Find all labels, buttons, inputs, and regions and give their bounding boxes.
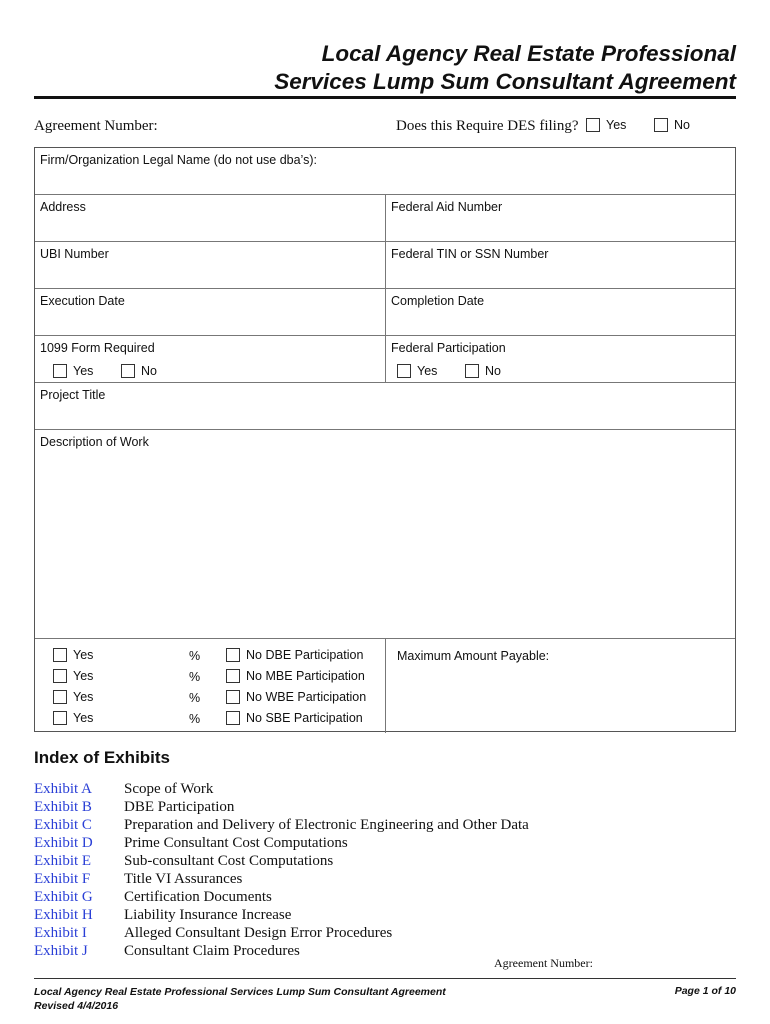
title-line-2: Services Lump Sum Consultant Agreement bbox=[274, 69, 736, 94]
no-wbe-label: No WBE Participation bbox=[246, 690, 367, 704]
des-no-checkbox[interactable] bbox=[654, 118, 668, 132]
dbe-percent[interactable]: % bbox=[189, 649, 201, 663]
exhibit-link[interactable]: Exhibit E bbox=[34, 853, 92, 869]
dbe-yes-checkbox[interactable] bbox=[53, 648, 67, 662]
exhibit-description: Alleged Consultant Design Error Procedures bbox=[124, 925, 393, 941]
row-divider bbox=[35, 382, 735, 383]
no-wbe-checkbox[interactable] bbox=[226, 690, 240, 704]
list-item bbox=[34, 906, 529, 924]
exhibit-link[interactable]: Exhibit H bbox=[34, 907, 93, 923]
des-yes-checkbox[interactable] bbox=[586, 118, 600, 132]
sbe-yes-option bbox=[53, 711, 93, 725]
mbe-percent[interactable]: % bbox=[189, 670, 201, 684]
column-divider bbox=[385, 638, 386, 733]
des-no-label: No bbox=[674, 118, 690, 133]
exhibit-description: Consultant Claim Procedures bbox=[124, 943, 300, 959]
dbe-yes-label: Yes bbox=[73, 648, 94, 662]
des-filing-question: Does this Require DES filing? bbox=[396, 118, 579, 134]
list-item bbox=[34, 888, 529, 906]
no-sbe-checkbox[interactable] bbox=[226, 711, 240, 725]
firm-name-field[interactable]: Firm/Organization Legal Name (do not use dba’s): bbox=[40, 153, 317, 167]
no-dbe-option bbox=[226, 648, 363, 662]
sbe-yes-checkbox[interactable] bbox=[53, 711, 67, 725]
form-1099-no-label: No bbox=[141, 364, 157, 378]
wbe-yes-checkbox[interactable] bbox=[53, 690, 67, 704]
federal-participation-label: Federal Participation bbox=[391, 341, 506, 355]
federal-yes-option bbox=[397, 364, 437, 378]
list-item bbox=[34, 852, 529, 870]
no-mbe-checkbox[interactable] bbox=[226, 669, 240, 683]
exhibit-link[interactable]: Exhibit D bbox=[34, 835, 93, 851]
exhibit-link[interactable]: Exhibit C bbox=[34, 817, 92, 833]
exhibit-description: Sub-consultant Cost Computations bbox=[124, 853, 334, 869]
row-divider bbox=[35, 429, 735, 430]
index-of-exhibits-heading: Index of Exhibits bbox=[34, 748, 171, 767]
exhibit-link[interactable]: Exhibit B bbox=[34, 799, 92, 815]
form-1099-no-option bbox=[121, 364, 157, 378]
agreement-form bbox=[34, 147, 736, 732]
federal-yes-checkbox[interactable] bbox=[397, 364, 411, 378]
exhibit-link[interactable]: Exhibit A bbox=[34, 781, 92, 797]
no-sbe-option bbox=[226, 711, 363, 725]
no-sbe-label: No SBE Participation bbox=[246, 711, 363, 725]
mbe-yes-label: Yes bbox=[73, 669, 94, 683]
form-1099-yes-checkbox[interactable] bbox=[53, 364, 67, 378]
list-item bbox=[34, 924, 529, 942]
title-divider bbox=[34, 96, 736, 99]
des-no-option bbox=[654, 116, 690, 134]
title-line-1: Local Agency Real Estate Professional bbox=[321, 41, 736, 66]
sbe-percent[interactable]: % bbox=[189, 712, 201, 726]
agreement-row bbox=[34, 116, 736, 138]
list-item bbox=[34, 834, 529, 852]
list-item bbox=[34, 798, 529, 816]
project-title-field[interactable]: Project Title bbox=[40, 388, 106, 402]
federal-yes-label: Yes bbox=[417, 364, 438, 378]
no-mbe-option bbox=[226, 669, 365, 683]
exhibit-description: Liability Insurance Increase bbox=[124, 907, 292, 923]
list-item bbox=[34, 780, 529, 798]
execution-date-field[interactable]: Execution Date bbox=[40, 294, 125, 308]
agreement-number-label: Agreement Number: bbox=[34, 118, 158, 134]
exhibit-description: Scope of Work bbox=[124, 781, 214, 797]
exhibit-list bbox=[34, 780, 529, 960]
federal-no-option bbox=[465, 364, 501, 378]
form-1099-yes-option bbox=[53, 364, 93, 378]
footer-document-info bbox=[34, 985, 446, 1013]
sbe-yes-label: Yes bbox=[73, 711, 94, 725]
footer-revised-date: Revised 4/4/2016 bbox=[34, 1000, 119, 1012]
form-1099-no-checkbox[interactable] bbox=[121, 364, 135, 378]
no-dbe-checkbox[interactable] bbox=[226, 648, 240, 662]
federal-no-label: No bbox=[485, 364, 501, 378]
page-number: Page 1 of 10 bbox=[674, 985, 736, 997]
exhibit-description: DBE Participation bbox=[124, 799, 235, 815]
maximum-amount-payable-field[interactable]: Maximum Amount Payable: bbox=[397, 649, 550, 663]
footer-agreement-number-label: Agreement Number: bbox=[494, 956, 593, 970]
list-item bbox=[34, 942, 529, 960]
federal-tin-field[interactable]: Federal TIN or SSN Number bbox=[391, 247, 549, 261]
exhibit-description: Certification Documents bbox=[124, 889, 272, 905]
exhibit-link[interactable]: Exhibit F bbox=[34, 871, 91, 887]
exhibit-link[interactable]: Exhibit I bbox=[34, 925, 87, 941]
mbe-yes-checkbox[interactable] bbox=[53, 669, 67, 683]
exhibit-link[interactable]: Exhibit J bbox=[34, 943, 88, 959]
wbe-yes-option bbox=[53, 690, 93, 704]
list-item bbox=[34, 870, 529, 888]
form-1099-yes-label: Yes bbox=[73, 364, 94, 378]
list-item bbox=[34, 816, 529, 834]
federal-no-checkbox[interactable] bbox=[465, 364, 479, 378]
no-wbe-option bbox=[226, 690, 366, 704]
description-of-work-field[interactable]: Description of Work bbox=[40, 435, 149, 449]
document-title bbox=[274, 40, 736, 96]
wbe-yes-label: Yes bbox=[73, 690, 94, 704]
dbe-yes-option bbox=[53, 648, 93, 662]
no-dbe-label: No DBE Participation bbox=[246, 648, 364, 662]
column-divider bbox=[385, 194, 386, 382]
exhibit-link[interactable]: Exhibit G bbox=[34, 889, 93, 905]
mbe-yes-option bbox=[53, 669, 93, 683]
no-mbe-label: No MBE Participation bbox=[246, 669, 365, 683]
footer-divider bbox=[34, 978, 736, 979]
exhibit-description: Prime Consultant Cost Computations bbox=[124, 835, 348, 851]
ubi-number-field[interactable]: UBI Number bbox=[40, 247, 109, 261]
form-1099-label: 1099 Form Required bbox=[40, 341, 155, 355]
federal-aid-number-field[interactable]: Federal Aid Number bbox=[391, 200, 503, 214]
footer-document-title: Local Agency Real Estate Professional Services Lump Sum Consultant Agreement bbox=[34, 986, 446, 998]
exhibit-description: Preparation and Delivery of Electronic Engineering and Other Data bbox=[124, 817, 529, 833]
exhibit-description: Title VI Assurances bbox=[124, 871, 243, 887]
address-field[interactable]: Address bbox=[40, 200, 86, 214]
des-yes-option bbox=[586, 116, 626, 134]
wbe-percent[interactable]: % bbox=[189, 691, 201, 705]
des-yes-label: Yes bbox=[606, 118, 627, 133]
completion-date-field[interactable]: Completion Date bbox=[391, 294, 485, 308]
